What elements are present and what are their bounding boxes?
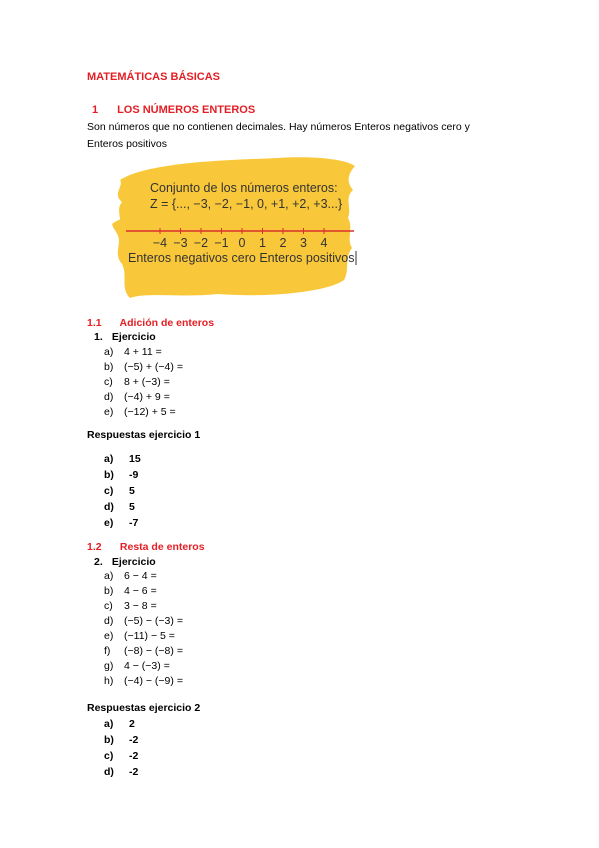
exercise-1-item xyxy=(104,345,183,360)
answers-2-title: Respuestas ejercicio 2 xyxy=(87,702,201,714)
section-1-title: LOS NÚMEROS ENTEROS xyxy=(117,104,256,116)
answers-2-list xyxy=(104,716,138,780)
exercise-1-item-label: b) xyxy=(104,361,114,373)
subsection-1-2-title: Resta de enteros xyxy=(119,541,205,553)
exercise-2-item-text: (−4) − (−9) = xyxy=(124,675,183,687)
exercise-1-label: Ejercicio xyxy=(111,331,156,343)
answer-2-item xyxy=(104,748,138,764)
answer-1-item-label: b) xyxy=(104,469,114,481)
answers-1-list xyxy=(104,451,141,531)
exercise-2-item xyxy=(104,629,183,644)
subsection-1-1-heading xyxy=(87,317,214,329)
integers-figure-svg xyxy=(108,152,358,302)
exercise-2-item-text: 3 − 8 = xyxy=(124,600,157,612)
figure-line-2: Z = {..., −3, −2, −1, 0, +1, +2, +3...} xyxy=(150,197,343,211)
number-line-tick-label: 0 xyxy=(238,236,246,250)
exercise-2-label: Ejercicio xyxy=(111,556,156,568)
exercise-2-item-text: 4 − 6 = xyxy=(124,585,157,597)
exercise-1-item-text: (−5) + (−4) = xyxy=(124,361,183,373)
section-1-number: 1 xyxy=(92,104,99,116)
answer-1-item-label: e) xyxy=(104,517,114,529)
figure-caption: Enteros negativos cero Enteros positivos xyxy=(128,251,355,265)
exercise-2-item xyxy=(104,584,183,599)
subsection-1-1-number: 1.1 xyxy=(87,317,102,329)
answer-1-item xyxy=(104,515,141,531)
subsection-1-2-number: 1.2 xyxy=(87,541,102,553)
exercise-1-item xyxy=(104,375,183,390)
answer-2-item xyxy=(104,764,138,780)
main-title: MATEMÁTICAS BÁSICAS xyxy=(87,71,221,83)
answers-1-title: Respuestas ejercicio 1 xyxy=(87,429,201,441)
subsection-1-1-title: Adición de enteros xyxy=(119,317,215,329)
answer-2-item-text: -2 xyxy=(129,734,139,746)
exercise-2-item-label: h) xyxy=(104,675,114,687)
answer-1-item-label: d) xyxy=(104,501,114,513)
answer-2-item-label: d) xyxy=(104,766,114,778)
answer-1-item xyxy=(104,467,141,483)
answer-1-item-text: 5 xyxy=(129,485,135,497)
exercise-2-item xyxy=(104,674,183,689)
exercise-2-item xyxy=(104,569,183,584)
number-line-tick-label: −1 xyxy=(214,236,229,250)
answer-2-item-text: -2 xyxy=(129,766,139,778)
exercise-1-item xyxy=(104,390,183,405)
exercise-1-item-label: a) xyxy=(104,346,114,358)
answer-2-item xyxy=(104,732,138,748)
exercise-1-title xyxy=(94,331,156,343)
subsection-1-2-heading xyxy=(87,541,205,553)
exercise-2-number: 2. xyxy=(94,556,103,568)
number-line-tick-label: −4 xyxy=(152,236,168,250)
exercise-2-list xyxy=(104,569,183,689)
exercise-2-item-text: (−11) − 5 = xyxy=(124,630,175,642)
exercise-2-item-text: 4 − (−3) = xyxy=(124,660,170,672)
exercise-2-item-text: 6 − 4 = xyxy=(124,570,157,582)
number-line-tick-label: 3 xyxy=(300,236,307,250)
exercise-2-item xyxy=(104,599,183,614)
answer-1-item-text: -9 xyxy=(129,469,139,481)
exercise-1-list xyxy=(104,345,183,420)
exercise-2-item-text: (−8) − (−8) = xyxy=(124,645,183,657)
answer-1-item-text: 5 xyxy=(129,501,135,513)
exercise-2-item-label: e) xyxy=(104,630,114,642)
answer-1-item xyxy=(104,483,141,499)
exercise-1-item-text: (−12) + 5 = xyxy=(124,406,176,418)
exercise-1-item xyxy=(104,405,183,420)
answer-2-item xyxy=(104,716,138,732)
exercise-2-item-text: (−5) − (−3) = xyxy=(124,615,183,627)
exercise-1-number: 1. xyxy=(94,331,103,343)
exercise-1-item-text: (−4) + 9 = xyxy=(124,391,170,403)
exercise-2-item-label: g) xyxy=(104,660,114,672)
exercise-1-item-label: d) xyxy=(104,391,114,403)
section-1-intro: Son números que no contienen decimales. Hay números Enteros negativos cero y Enteros positivos xyxy=(87,121,470,150)
exercise-1-item-label: c) xyxy=(104,376,113,388)
figure-line-1: Conjunto de los números enteros: xyxy=(150,181,338,195)
integers-figure xyxy=(108,152,358,302)
number-line-tick-label: 1 xyxy=(259,236,266,250)
answer-1-item xyxy=(104,451,141,467)
answer-1-item xyxy=(104,499,141,515)
exercise-2-item-label: a) xyxy=(104,570,114,582)
answer-1-item-text: -7 xyxy=(129,517,139,529)
section-1-heading xyxy=(87,104,255,116)
exercise-2-item xyxy=(104,659,183,674)
number-line-tick-label: −2 xyxy=(193,236,209,250)
exercise-1-item xyxy=(104,360,183,375)
yellow-brush-highlight xyxy=(116,157,355,298)
exercise-1-item-text: 4 + 11 = xyxy=(124,346,162,358)
answer-2-item-label: a) xyxy=(104,718,114,730)
answer-2-item-text: 2 xyxy=(129,718,135,730)
answer-2-item-label: c) xyxy=(104,750,114,762)
exercise-2-item-label: c) xyxy=(104,600,113,612)
answer-1-item-label: a) xyxy=(104,453,114,465)
answer-2-item-label: b) xyxy=(104,734,114,746)
answer-2-item-text: -2 xyxy=(129,750,139,762)
exercise-1-item-text: 8 + (−3) = xyxy=(124,376,170,388)
exercise-2-item xyxy=(104,614,183,629)
exercise-2-item-label: d) xyxy=(104,615,114,627)
number-line-tick-label: 2 xyxy=(279,236,287,250)
answer-1-item-text: 15 xyxy=(129,453,141,465)
exercise-2-item-label: b) xyxy=(104,585,114,597)
number-line-tick-label: −3 xyxy=(173,236,188,250)
exercise-1-item-label: e) xyxy=(104,406,114,418)
number-line-tick-label: 4 xyxy=(320,236,328,250)
exercise-2-item xyxy=(104,644,183,659)
exercise-2-item-label: f) xyxy=(104,645,111,657)
exercise-2-title xyxy=(94,556,156,568)
answer-1-item-label: c) xyxy=(104,485,114,497)
